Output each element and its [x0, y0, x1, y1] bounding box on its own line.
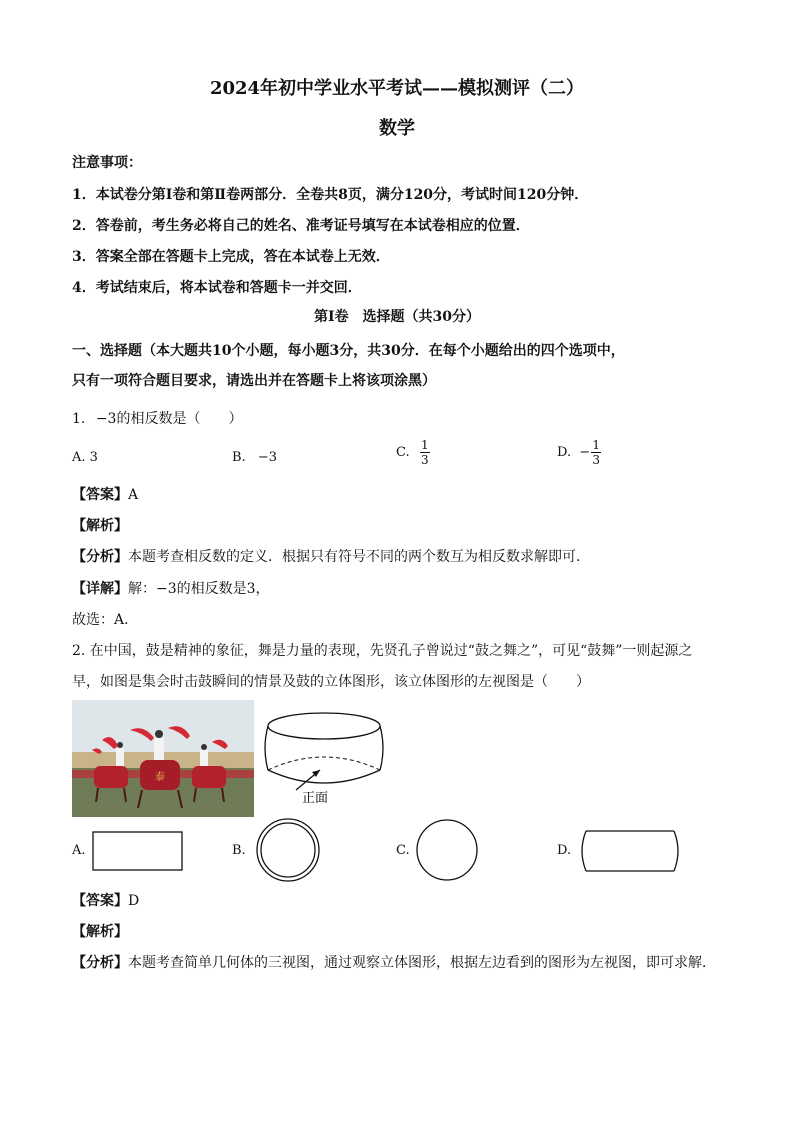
q1-number: 1.	[72, 411, 86, 427]
q2-option-d-barrel	[578, 828, 682, 874]
drum-performance-photo	[72, 700, 254, 817]
front-label: 正面	[302, 791, 329, 806]
q2-option-a-label: A.	[72, 843, 86, 858]
answer-value: A	[128, 487, 139, 503]
q1-option-b-value: −3	[257, 450, 277, 465]
detail-text: 解：−3的相反数是3，	[128, 581, 270, 597]
fraction-denominator: 3	[420, 453, 429, 467]
fenxi-text: 本题考查相反数的定义．根据只有符号不同的两个数互为相反数求解即可．	[128, 549, 590, 565]
q1-option-b	[232, 450, 277, 465]
fraction-denominator: 3	[592, 453, 600, 467]
section-instruction-1: 一、选择题（本大题共10个小题，每小题3分，共30分．在每个小题给出的四个选项中，	[72, 343, 625, 359]
q1-stem-text: 的相反数是（ ）	[116, 411, 243, 427]
q2-fenxi	[72, 952, 716, 972]
q1-answer	[72, 484, 138, 504]
q1-option-c-fraction	[420, 438, 430, 467]
q1-option-c	[396, 438, 430, 467]
notice-heading: 注意事项：	[72, 155, 142, 171]
q1-option-d-sign: −	[579, 445, 591, 460]
page-title: 2024年初中学业水平考试——模拟测评（二）	[209, 78, 585, 99]
drum-photo-illustration	[72, 700, 254, 817]
q2-option-d-label: D.	[557, 843, 572, 858]
section-heading: 第Ⅰ卷 选择题（共30分）	[313, 309, 481, 325]
q1-option-d	[557, 438, 601, 467]
notice-item-1: 1．本试卷分第Ⅰ卷和第Ⅱ卷两部分．全卷共8页，满分120分，考试时间120分钟．	[72, 187, 589, 203]
fenxi-tag: 【分析】	[72, 955, 128, 971]
fraction-numerator: 1	[420, 438, 429, 452]
q2-option-c-circle	[414, 818, 480, 882]
drum-3d-figure	[262, 704, 390, 814]
q1-analysis-tag: 【解析】	[72, 518, 128, 534]
subject-title: 数学	[379, 118, 415, 139]
q1-option-a: A. 3	[72, 450, 98, 465]
q2-answer	[72, 890, 139, 910]
answer-tag: 【答案】	[72, 893, 128, 909]
fenxi-text: 本题考查简单几何体的三视图，通过观察立体图形，根据左边看到的图形为左视图，即可求解．	[128, 955, 716, 971]
answer-tag: 【答案】	[72, 487, 128, 503]
q1-option-c-label: C.	[396, 445, 410, 460]
q2-option-b-label: B.	[232, 843, 246, 858]
q2-stem-line-2: 早，如图是集会时击鼓瞬间的情景及鼓的立体图形，该立体图形的左视图是（ ）	[72, 674, 590, 690]
q2-option-c-label: C.	[396, 843, 410, 858]
detail-tag: 【详解】	[72, 581, 128, 597]
q1-stem	[72, 408, 242, 428]
notice-item-3: 3．答案全部在答题卡上完成，答在本试卷上无效．	[72, 249, 390, 265]
section-instruction-2: 只有一项符合题目要求，请选出并在答题卡上将该项涂黑）	[72, 373, 436, 389]
notice-item-2: 2．答卷前，考生务必将自己的姓名、准考证号填写在本试卷相应的位置．	[72, 218, 530, 234]
q1-detail	[72, 578, 270, 598]
q1-fenxi	[72, 546, 590, 566]
fraction-numerator: 1	[592, 438, 600, 452]
q1-option-d-fraction	[591, 438, 601, 467]
notice-item-4: 4．考试结束后，将本试卷和答题卡一并交回．	[72, 280, 362, 296]
q1-option-d-label: D.	[557, 445, 572, 460]
q1-option-b-label: B.	[232, 450, 246, 465]
q1-choose: 故选：A．	[72, 612, 139, 628]
answer-value: D	[128, 893, 140, 909]
q2-stem-line-1: 2. 在中国，鼓是精神的象征，舞是力量的表现，先贤孔子曾说过“鼓之舞之”，可见“鼓舞”一则起源之	[72, 643, 693, 659]
q2-option-a-rectangle	[92, 831, 184, 871]
q1-expression: −3	[95, 411, 117, 427]
q2-analysis-tag: 【解析】	[72, 924, 128, 940]
q2-option-b-double-circle	[252, 818, 324, 882]
drum-character: 泰	[155, 772, 165, 783]
fenxi-tag: 【分析】	[72, 549, 128, 565]
